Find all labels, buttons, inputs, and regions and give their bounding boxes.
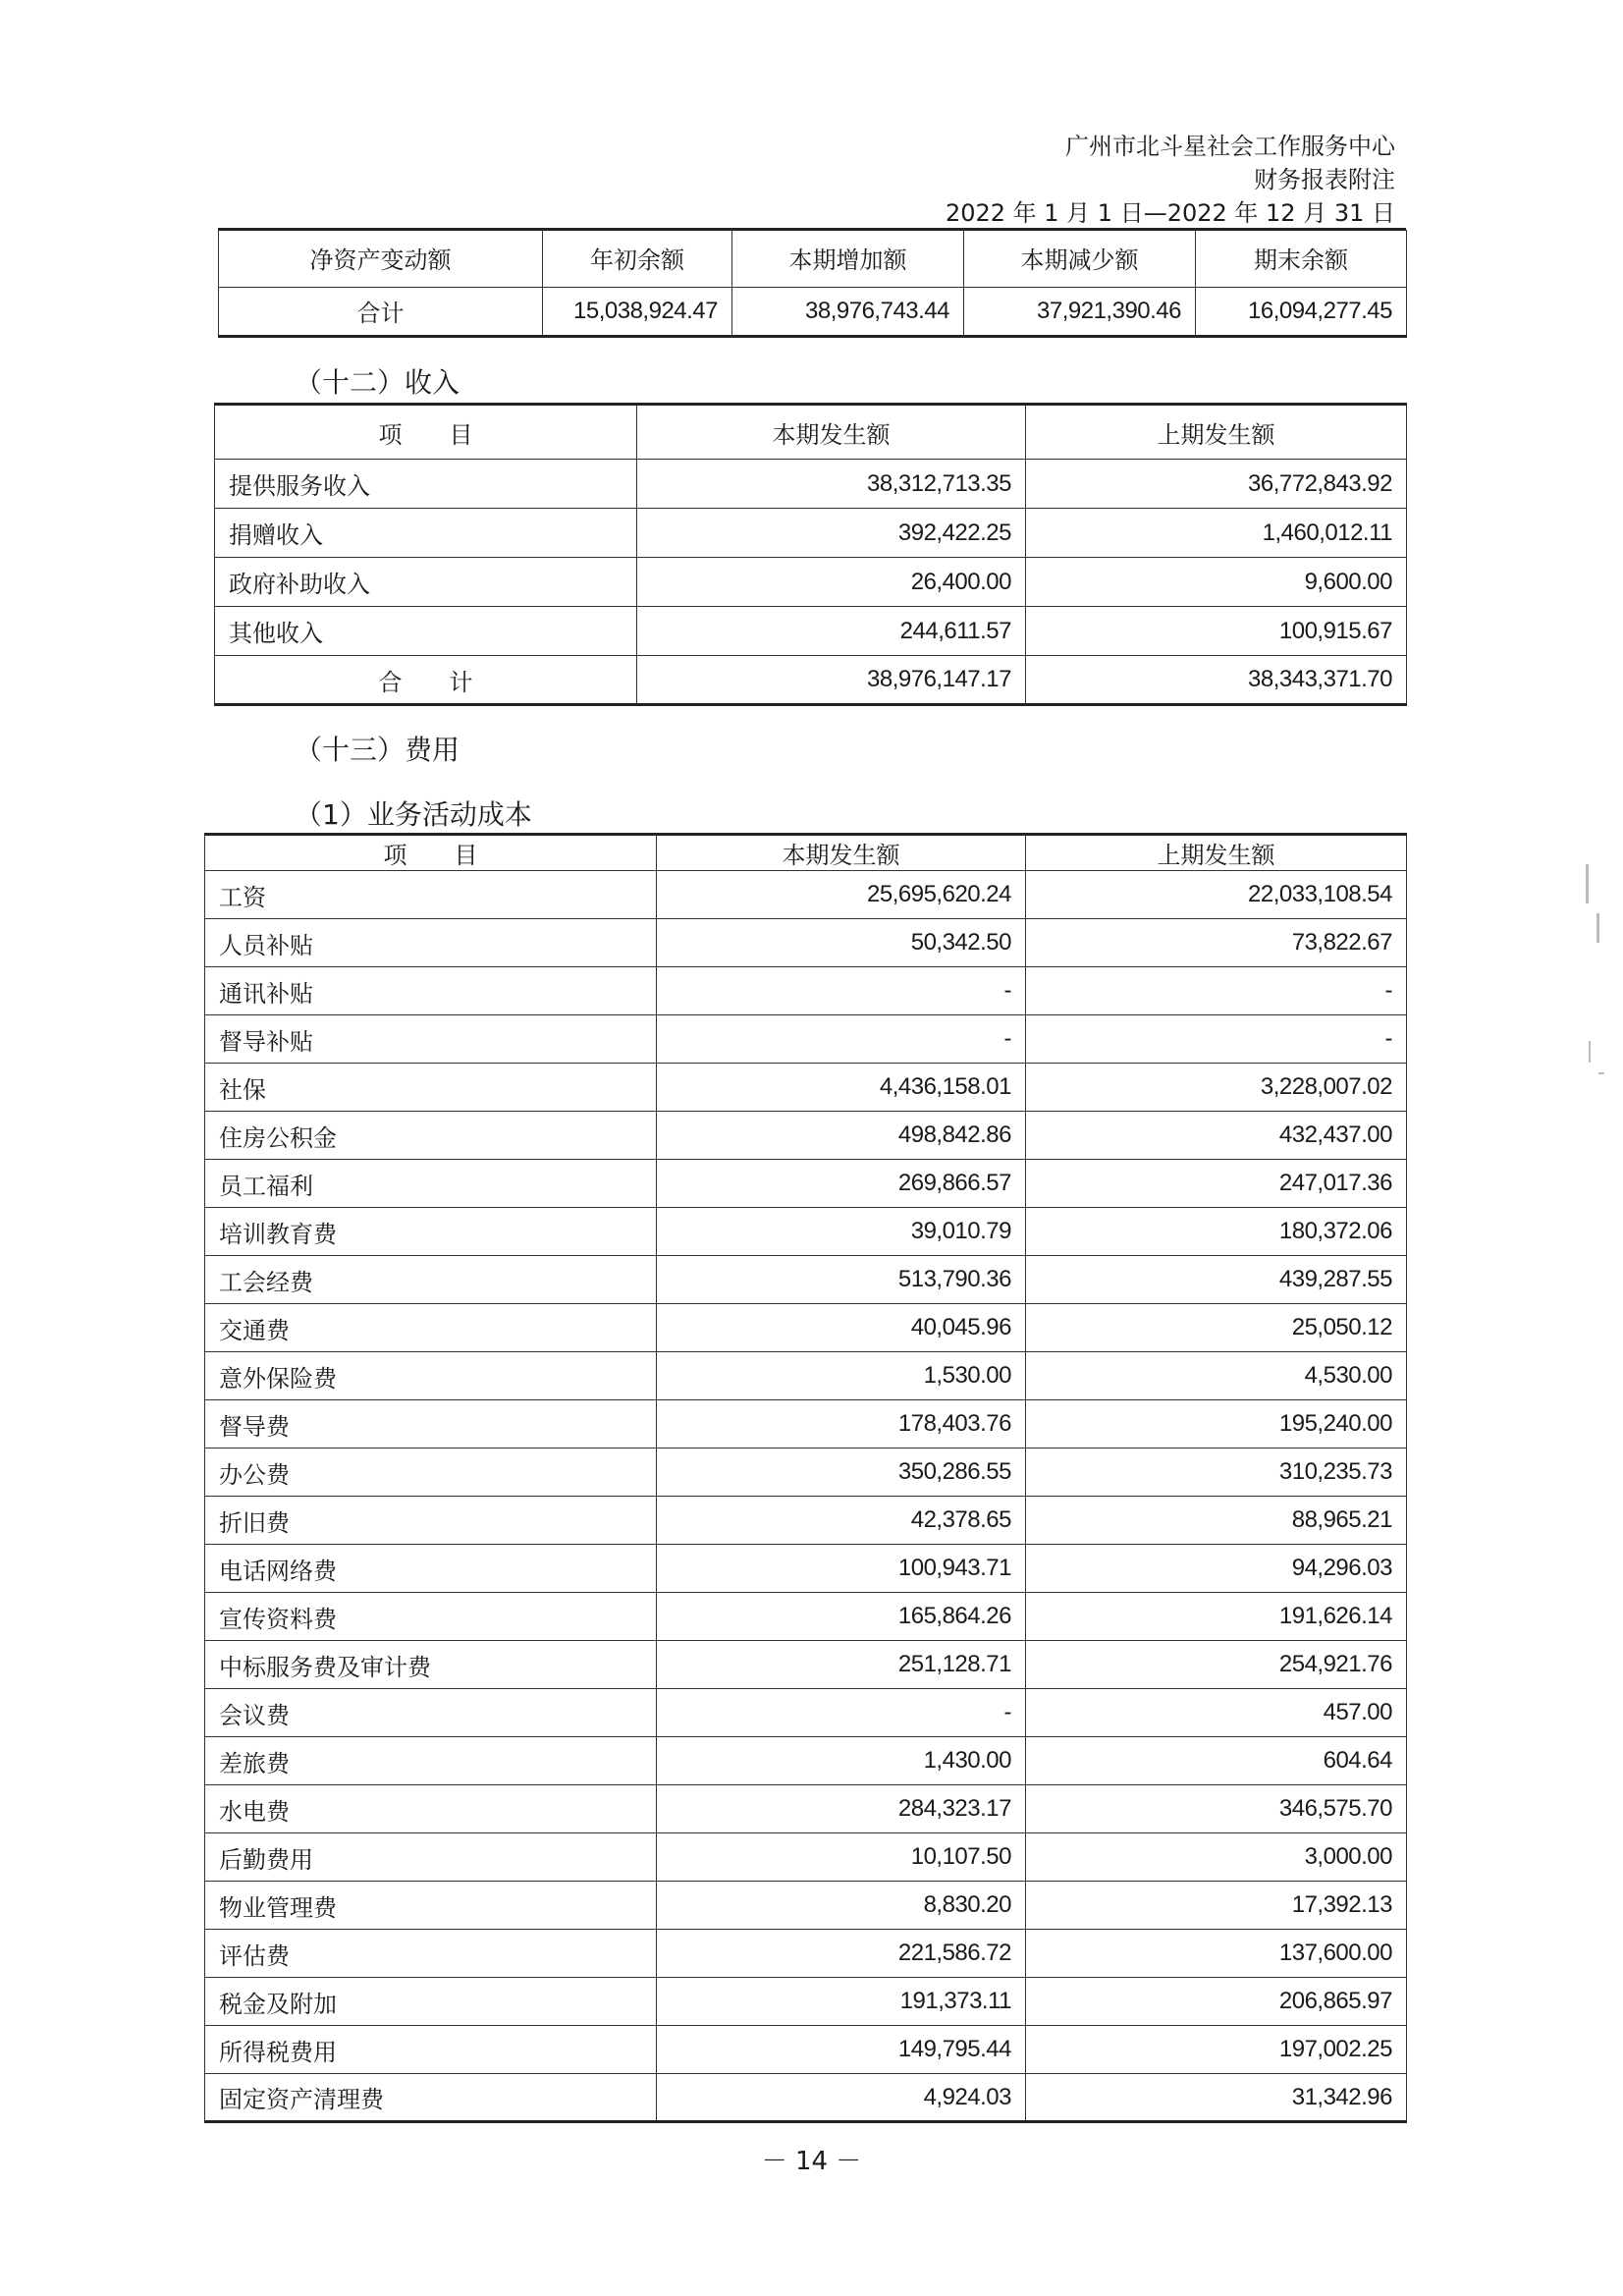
prior-period-amount: 73,822.67 [1026, 919, 1407, 967]
current-period-amount: 38,312,713.35 [637, 460, 1026, 509]
table-row [205, 1882, 1407, 1930]
current-period-amount: 244,611.57 [637, 607, 1026, 656]
current-period-amount: 1,530.00 [657, 1352, 1026, 1400]
table-row [205, 1497, 1407, 1545]
prior-period-amount: - [1026, 1015, 1407, 1064]
expense-header-cell: 上期发生额 [1026, 835, 1407, 871]
item-name: 工资 [205, 871, 657, 919]
table-row [215, 509, 1407, 558]
prior-period-amount: 604.64 [1026, 1737, 1407, 1785]
document-title: 财务报表附注 [1254, 166, 1395, 193]
prior-period-amount: 247,017.36 [1026, 1160, 1407, 1208]
current-period-amount: - [657, 1689, 1026, 1737]
page-number: － 14 － [761, 2147, 862, 2176]
item-name: 住房公积金 [205, 1112, 657, 1160]
prior-period-amount: 457.00 [1026, 1689, 1407, 1737]
current-period-amount: 165,864.26 [657, 1593, 1026, 1641]
net-assets-header-cell: 年初余额 [543, 230, 732, 287]
current-period-amount: 149,795.44 [657, 2026, 1026, 2074]
current-period-amount: - [657, 1015, 1026, 1064]
expense-subsection-title: （1）业务活动成本 [295, 798, 532, 831]
prior-period-amount: 137,600.00 [1026, 1930, 1407, 1978]
income-table [214, 403, 1407, 706]
expense-header-cell: 项 目 [205, 835, 657, 871]
prior-period-amount: 180,372.06 [1026, 1208, 1407, 1256]
prior-period-amount: 191,626.14 [1026, 1593, 1407, 1641]
item-name: 所得税费用 [205, 2026, 657, 2074]
current-period-amount: 25,695,620.24 [657, 871, 1026, 919]
table-row [205, 871, 1407, 919]
prior-period-amount: 1,460,012.11 [1026, 509, 1407, 558]
table-row [205, 1352, 1407, 1400]
prior-period-amount: 4,530.00 [1026, 1352, 1407, 1400]
prior-period-amount: 31,342.96 [1026, 2074, 1407, 2122]
current-period-amount: 39,010.79 [657, 1208, 1026, 1256]
table-row [205, 919, 1407, 967]
item-name: 办公费 [205, 1449, 657, 1497]
table-row [215, 558, 1407, 607]
table-row [205, 1160, 1407, 1208]
income-section-title: （十二）收入 [295, 366, 460, 399]
current-period-amount: 42,378.65 [657, 1497, 1026, 1545]
total-label: 合计 [219, 287, 543, 336]
item-name: 水电费 [205, 1785, 657, 1833]
prior-period-amount: 25,050.12 [1026, 1304, 1407, 1352]
prior-period-amount: 3,000.00 [1026, 1833, 1407, 1882]
table-row [205, 967, 1407, 1015]
prior-period-amount: 197,002.25 [1026, 2026, 1407, 2074]
table-row [205, 1785, 1407, 1833]
net-assets-total-row [219, 287, 1407, 336]
current-period-amount: 50,342.50 [657, 919, 1026, 967]
current-period-amount: 269,866.57 [657, 1160, 1026, 1208]
expense-table [204, 833, 1407, 2123]
table-row [205, 1833, 1407, 1882]
item-name: 后勤费用 [205, 1833, 657, 1882]
item-name: 会议费 [205, 1689, 657, 1737]
table-row [205, 1256, 1407, 1304]
prior-period-amount: 346,575.70 [1026, 1785, 1407, 1833]
income-header-cell: 本期发生额 [637, 405, 1026, 460]
current-period-amount: 178,403.76 [657, 1400, 1026, 1449]
current-period-amount: 350,286.55 [657, 1449, 1026, 1497]
prior-period-amount: 254,921.76 [1026, 1641, 1407, 1689]
current-period-amount: 26,400.00 [637, 558, 1026, 607]
prior-period-amount: 17,392.13 [1026, 1882, 1407, 1930]
prior-period-amount: 36,772,843.92 [1026, 460, 1407, 509]
current-period-amount: 4,924.03 [657, 2074, 1026, 2122]
item-name: 督导费 [205, 1400, 657, 1449]
scan-artifact [1586, 864, 1589, 903]
current-period-amount: 40,045.96 [657, 1304, 1026, 1352]
current-period-amount: 1,430.00 [657, 1737, 1026, 1785]
table-row [205, 1304, 1407, 1352]
item-name: 物业管理费 [205, 1882, 657, 1930]
item-name: 评估费 [205, 1930, 657, 1978]
table-row [205, 1978, 1407, 2026]
prior-period-amount: 88,965.21 [1026, 1497, 1407, 1545]
table-row [205, 2074, 1407, 2122]
total-value: 37,921,390.46 [964, 287, 1196, 336]
org-name: 广州市北斗星社会工作服务中心 [1065, 133, 1395, 160]
item-name: 交通费 [205, 1304, 657, 1352]
item-name: 电话网络费 [205, 1545, 657, 1593]
table-row [205, 1449, 1407, 1497]
current-period-amount: 392,422.25 [637, 509, 1026, 558]
item-name: 中标服务费及审计费 [205, 1641, 657, 1689]
document-header [946, 130, 1395, 230]
item-name: 折旧费 [205, 1497, 657, 1545]
table-row [205, 1737, 1407, 1785]
expense-header-row [205, 835, 1407, 871]
prior-period-amount: 3,228,007.02 [1026, 1064, 1407, 1112]
prior-period-amount: 439,287.55 [1026, 1256, 1407, 1304]
expense-header-cell: 本期发生额 [657, 835, 1026, 871]
item-name: 固定资产清理费 [205, 2074, 657, 2122]
net-assets-header-cell: 期末余额 [1196, 230, 1407, 287]
current-period-amount: 100,943.71 [657, 1545, 1026, 1593]
prior-period-amount: 100,915.67 [1026, 607, 1407, 656]
prior-period-amount: 432,437.00 [1026, 1112, 1407, 1160]
prior-period-amount: 206,865.97 [1026, 1978, 1407, 2026]
current-period-amount: 284,323.17 [657, 1785, 1026, 1833]
prior-period-amount: - [1026, 967, 1407, 1015]
prior-period-amount: 195,240.00 [1026, 1400, 1407, 1449]
prior-period-amount: 94,296.03 [1026, 1545, 1407, 1593]
current-period-amount: 10,107.50 [657, 1833, 1026, 1882]
total-value: 15,038,924.47 [543, 287, 732, 336]
total-value: 38,976,147.17 [637, 656, 1026, 705]
prior-period-amount: 22,033,108.54 [1026, 871, 1407, 919]
item-name: 督导补贴 [205, 1015, 657, 1064]
current-period-amount: 251,128.71 [657, 1641, 1026, 1689]
expense-rows [205, 871, 1407, 2122]
current-period-amount: 498,842.86 [657, 1112, 1026, 1160]
table-row [205, 1689, 1407, 1737]
table-row [215, 607, 1407, 656]
net-assets-header-row [219, 230, 1407, 287]
item-name: 工会经费 [205, 1256, 657, 1304]
item-name: 员工福利 [205, 1160, 657, 1208]
income-header-cell: 上期发生额 [1026, 405, 1407, 460]
income-rows [215, 460, 1407, 656]
prior-period-amount: 9,600.00 [1026, 558, 1407, 607]
item-name: 税金及附加 [205, 1978, 657, 2026]
current-period-amount: 4,436,158.01 [657, 1064, 1026, 1112]
item-name: 意外保险费 [205, 1352, 657, 1400]
table-row [205, 1930, 1407, 1978]
total-label: 合 计 [215, 656, 637, 705]
income-header-cell: 项 目 [215, 405, 637, 460]
table-row [205, 1641, 1407, 1689]
table-row [205, 1015, 1407, 1064]
table-row [205, 1064, 1407, 1112]
report-period: 2022 年 1 月 1 日—2022 年 12 月 31 日 [945, 199, 1395, 227]
item-name: 宣传资料费 [205, 1593, 657, 1641]
item-name: 其他收入 [215, 607, 637, 656]
table-row [205, 1400, 1407, 1449]
income-header-row [215, 405, 1407, 460]
current-period-amount: 513,790.36 [657, 1256, 1026, 1304]
table-row [205, 1112, 1407, 1160]
item-name: 人员补贴 [205, 919, 657, 967]
table-row [215, 460, 1407, 509]
table-row [205, 2026, 1407, 2074]
item-name: 差旅费 [205, 1737, 657, 1785]
item-name: 提供服务收入 [215, 460, 637, 509]
total-value: 16,094,277.45 [1196, 287, 1407, 336]
item-name: 通讯补贴 [205, 967, 657, 1015]
total-value: 38,976,743.44 [732, 287, 964, 336]
item-name: 社保 [205, 1064, 657, 1112]
item-name: 捐赠收入 [215, 509, 637, 558]
current-period-amount: 221,586.72 [657, 1930, 1026, 1978]
net-assets-header-cell: 本期减少额 [964, 230, 1196, 287]
expense-section-title: （十三）费用 [295, 734, 460, 766]
table-row [205, 1593, 1407, 1641]
scan-artifact [1589, 1041, 1591, 1063]
current-period-amount: 191,373.11 [657, 1978, 1026, 2026]
item-name: 培训教育费 [205, 1208, 657, 1256]
scan-artifact [1596, 913, 1599, 943]
income-total-row [215, 656, 1407, 705]
table-row [205, 1545, 1407, 1593]
table-row [205, 1208, 1407, 1256]
net-assets-table [218, 230, 1407, 338]
current-period-amount: - [657, 967, 1026, 1015]
scan-artifact [1598, 1072, 1604, 1074]
net-assets-header-cell: 本期增加额 [732, 230, 964, 287]
prior-period-amount: 310,235.73 [1026, 1449, 1407, 1497]
total-value: 38,343,371.70 [1026, 656, 1407, 705]
current-period-amount: 8,830.20 [657, 1882, 1026, 1930]
net-assets-header-cell: 净资产变动额 [219, 230, 543, 287]
item-name: 政府补助收入 [215, 558, 637, 607]
